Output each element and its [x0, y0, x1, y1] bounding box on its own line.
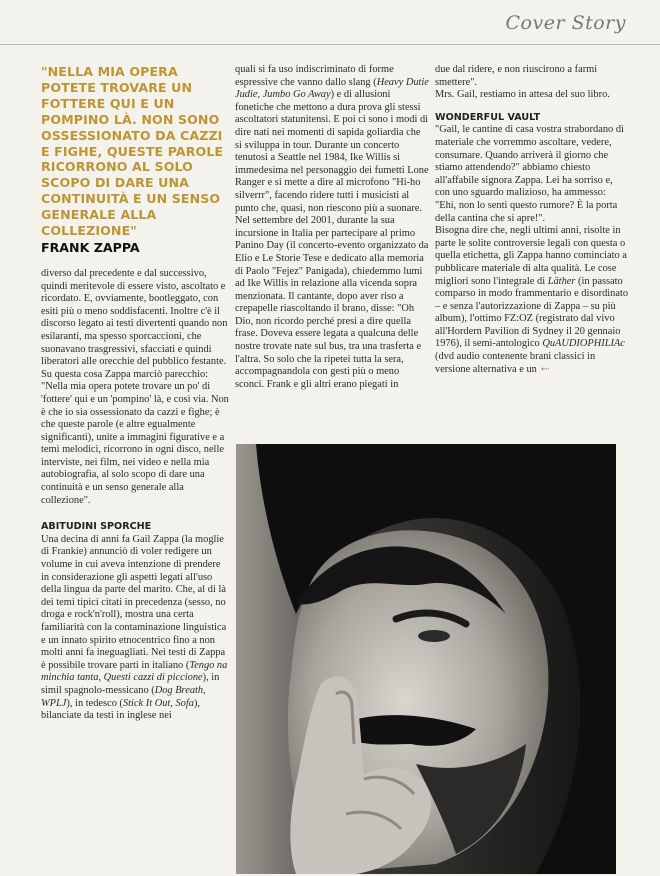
body-paragraph: due dal ridere, e non riuscirono a farmi smettere". — [435, 64, 598, 88]
pull-quote: "NELLA MIA OPERA POTETE TROVARE UN FOTTERE QUI E UN POMPINO LÀ. NON SONO OSSESSIONATO DA CAZZI E FIGHE, QUESTE PAROLE RICORRONO AL SOLO SCOPO DI DARE UNA CONTINUITÀ E UN SENSO GENERALE ALLA COLLEZIONE" — [41, 64, 224, 239]
continue-arrow-icon: ⇠ — [540, 363, 550, 375]
pull-quote-author: FRANK ZAPPA — [41, 239, 140, 255]
subheading-wonderful-vault: WONDERFUL VAULT — [435, 111, 541, 123]
page-header — [0, 0, 660, 46]
body-paragraph: Bisogna dire che, negli ultimi anni, risolte in parte le solite controversie legali con questa o quella etichetta, gli Zappa hanno cominciato a pubblicare materiale di alta qualità. Le cose migliori sono l'integrale di Läther (in passato comparso in modo frammentario e disordinato – e senza l'autorizzazione di Zappa – su più album), l'ottimo FZ:OZ (registrato dal vivo all'Hordern Pavilion di Sydney il 20 gennaio 1976), il semi-antologico QuAUDIOPHILIAc (dvd audio contenente brani classici in versione alternativa e un ⇠ — [435, 225, 629, 375]
portrait-photo — [236, 444, 616, 874]
subheading-abitudini: ABITUDINI SPORCHE — [41, 521, 152, 533]
column-2 — [235, 64, 429, 391]
section-tag: Cover Story — [505, 12, 626, 34]
column-1 — [41, 64, 231, 723]
body-paragraph-2: Una decina di anni fa Gail Zappa (la moglie di Frankie) annunciò di voler redigere un volume in cui aveva intenzione di prendere in considerazione gli aspetti legati all'uso della lingua da parte del marito. Che, al di là dei temi tipici citati in precedenza (sesso, no droga e rock'n'roll), mostra una certa familiarità con la contaminazione linguistica e un innato spirito etnocentrico fino a non molti anni fa ineguagliati. Nei testi di Zappa è possibile trovare parti in italiano (Tengo na minchia tanta, Questi cazzi di piccione), in simil spagnolo-messicano (Dog Breath, WPLJ), in tedesco (Stick It Out, Sofa), bilanciate da testi in inglese nei — [41, 533, 228, 722]
body-paragraph: Mrs. Gail, restiamo in attesa del suo libro. — [435, 89, 610, 101]
column-3 — [435, 64, 629, 376]
body-paragraph: quali si fa uso indiscriminato di forme espressive che vanno dallo slang (Heavy Dutie Judie, Jumbo Go Away) e di allusioni fonetiche che mettono a dura prova gli stessi ascoltatori statunitensi. E poi ci sono i modi di dire nati nei momenti di sapida goliardia che si sviluppa in tour. Durante un concerto tenutosi a Seattle nel 1984, Ike Willis si immedesima nel personaggio dei fumetti Lone Ranger e si mette a dire al microfono "Hi-ho silverrr", facendo ridere tutti i musicisti al punto che, quasi, non riescono più a suonare. Nel settembre del 2001, durante la sua incursione in Italia per partecipare al primo Panino Day (il concerto-evento organizzato da Elio e Le Storie Tese e dedicato alla memoria di Paolo "Fejez" Panigada), chiedemmo lumi ad Ike Willis in relazione alla vicenda sopra menzionata. Il cantante, dopo aver riso a crepapelle riascoltando il brano, disse: "Oh Dio, non ricordo perché presi a dire quella frase. Doveva essere legata a qualcuna delle nostre trovate nate sul bus, tra una trasferta e l'altra. So solo che la ripetei tutta la sera, accompagnandola con gesti più o meno sconci. Frank e gli altri erano piegati in — [235, 64, 429, 390]
portrait-illustration — [236, 444, 616, 874]
body-paragraph: diverso dal precedente e dal successivo, quindi meritevole di essere visto, ascoltato e ricordato. E, ovviamente, bootleggato, con esiti più o meno soddisfacenti. Inoltre c'è il discorso legato ai testi divertenti quando non esilaranti, ma spesso sporcaccioni, che suonavano trasgressivi, sfacciati e quindi liberatori alle orecchie del pubblico festante. Su questa cosa Zappa marciò parecchio: "Nella mia opera potete trovare un po' di 'fottere' qui e un 'pompino' là, e così via. Non è che io sia ossessionato da cazzi e fighe; è che queste parole (e altre egualmente significanti), unite a immagini figurative e a temi melodici, ricorrono in ogni disco, nelle interviste, nei film, nei video e nella mia autobiografia, al solo scopo di dare una continuità e un senso generale alla collezione". — [41, 267, 229, 506]
body-paragraph: "Gail, le cantine di casa vostra strabordano di materiale che vorremmo ascoltare, vedere, consumare. Quando arriverà il giorno che stiamo attendendo?" abbiamo chiesto all'affabile signora Zappa. Lei ha sorriso e, con uno sguardo malizioso, ha ammesso: "Ehi, non lo senti questo rumore? È la porta della cantina che si apre!". — [435, 124, 624, 224]
header-rule — [0, 44, 660, 45]
